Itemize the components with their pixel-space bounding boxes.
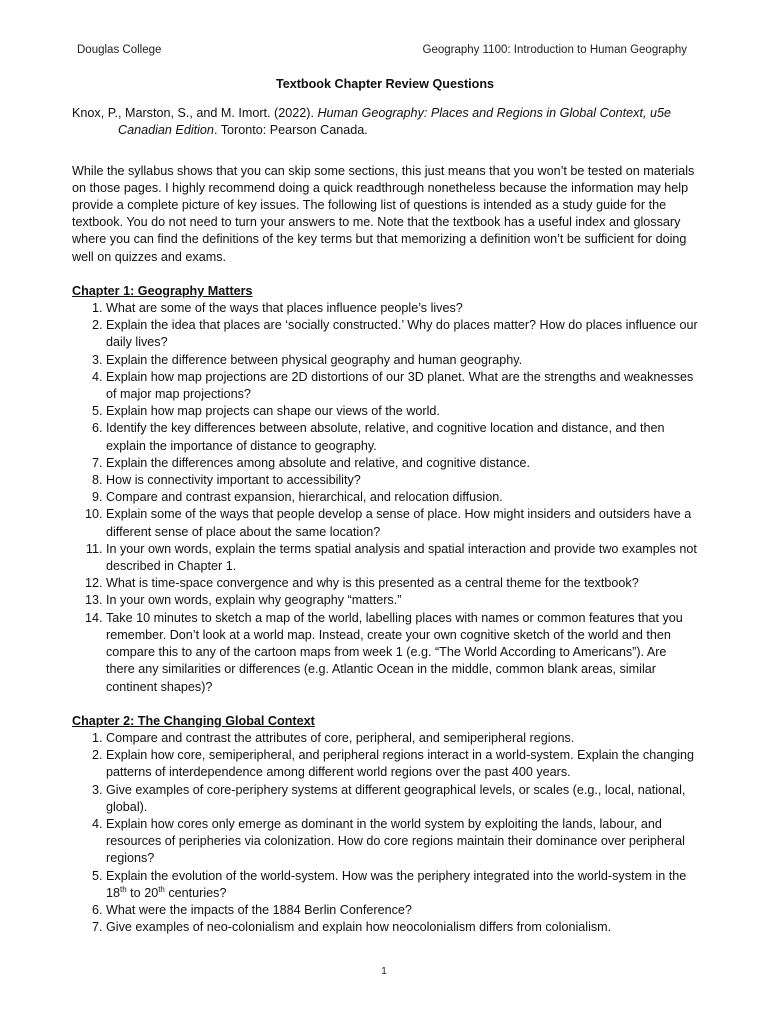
question-text: centuries?: [164, 885, 227, 900]
question-text: to 20: [126, 885, 159, 900]
citation-publisher: . Toronto: Pearson Canada.: [213, 123, 368, 138]
chapter-1-questions: [72, 300, 698, 696]
question-item: 8. How is connectivity important to accessibility?: [106, 472, 698, 489]
question-item: 1. What are some of the ways that places influence people’s lives?: [106, 300, 698, 317]
chapter-1-heading: Chapter 1: Geography Matters: [72, 283, 253, 298]
question-item: 3. Give examples of core-periphery systems at different geographical levels, or scales (e.g., local, national, global).: [106, 782, 698, 816]
page-number: 1: [381, 966, 387, 977]
question-item: 11. In your own words, explain the terms spatial analysis and spatial interaction and provide two examples not described in Chapter 1.: [106, 541, 698, 575]
intro-paragraph: While the syllabus shows that you can skip some sections, this just means that you won’t be tested on materials on those pages. I highly recommend doing a quick readthrough nonetheless because the information may help provide a complete picture of key issues. The following list of questions is intended as a study guide for the textbook. You do not need to turn your answers to me. Note that the textbook has a useful index and glossary where you can find the definitions of the key terms but that memorizing a definition won’t be sufficient for doing well on quizzes and exams.: [72, 163, 695, 264]
header-course: Geography 1100: Introduction to Human Geography: [422, 44, 687, 56]
citation-authors: Knox, P., Marston, S., and M. Imort. (2022).: [72, 106, 318, 121]
question-item: 14. Take 10 minutes to sketch a map of the world, labelling places with names or common features that you remember. Don’t look at a world map. Instead, create your own cognitive sketch of the world and then compare this to any of the cartoon maps from week 1 (e.g. “The World According to Americans”). Are there any similarities or differences (e.g. Atlantic Ocean in the middle, common blank areas, similar continent shapes)?: [106, 610, 698, 696]
question-item: 6. What were the impacts of the 1884 Berlin Conference?: [106, 902, 698, 919]
question-item: 1. Compare and contrast the attributes of core, peripheral, and semiperipheral regions.: [106, 730, 698, 747]
question-item: 7. Explain the differences among absolute and relative, and cognitive distance.: [106, 455, 698, 472]
superscript: th: [158, 884, 165, 894]
question-item: 2. Explain how core, semiperipheral, and peripheral regions interact in a world-system. Explain the changing patterns of interdependence among different world regions over the past 400 years.: [106, 747, 698, 781]
question-item: 4. Explain how map projections are 2D distortions of our 3D planet. What are the strengths and weaknesses of major map projections?: [106, 369, 698, 403]
header-institution: Douglas College: [77, 44, 162, 56]
superscript: th: [120, 884, 127, 894]
question-item: 5. Explain how map projects can shape our views of the world.: [106, 403, 698, 420]
question-item: 2. Explain the idea that places are ‘socially constructed.’ Why do places matter? How do places influence our daily lives?: [106, 317, 698, 351]
question-item: 7. Give examples of neo-colonialism and explain how neocolonialism differs from colonialism.: [106, 919, 698, 936]
question-item: 9. Compare and contrast expansion, hierarchical, and relocation diffusion.: [106, 489, 698, 506]
chapter-2-questions: [72, 730, 698, 936]
chapter-2-heading: Chapter 2: The Changing Global Context: [72, 713, 315, 728]
question-text: Explain the evolution of the world-system. How was the periphery integrated into the world-system in the 18: [106, 868, 687, 900]
document-body: [72, 76, 698, 953]
question-item: [106, 868, 698, 902]
page-title: Textbook Chapter Review Questions: [275, 77, 495, 91]
citation-book-title: Human Geography: Places and Regions in Global Context, u5e Canadian Edition: [118, 106, 671, 138]
question-item: 12. What is time-space convergence and why is this presented as a central theme for the textbook?: [106, 575, 698, 592]
question-item: 3. Explain the difference between physical geography and human geography.: [106, 352, 698, 369]
question-item: 10. Explain some of the ways that people develop a sense of place. How might insiders and outsiders have a different sense of place about the same location?: [106, 506, 698, 540]
citation: [72, 105, 698, 139]
question-item: 4. Explain how cores only emerge as dominant in the world system by exploiting the lands, labour, and resources of peripheries via colonization. How do core regions maintain their dominance over peripheral regions?: [106, 816, 698, 868]
question-item: 6. Identify the key differences between absolute, relative, and cognitive location and distance, and then explain the importance of distance to geography.: [106, 420, 698, 454]
question-item: 13. In your own words, explain why geography “matters.”: [106, 592, 698, 609]
